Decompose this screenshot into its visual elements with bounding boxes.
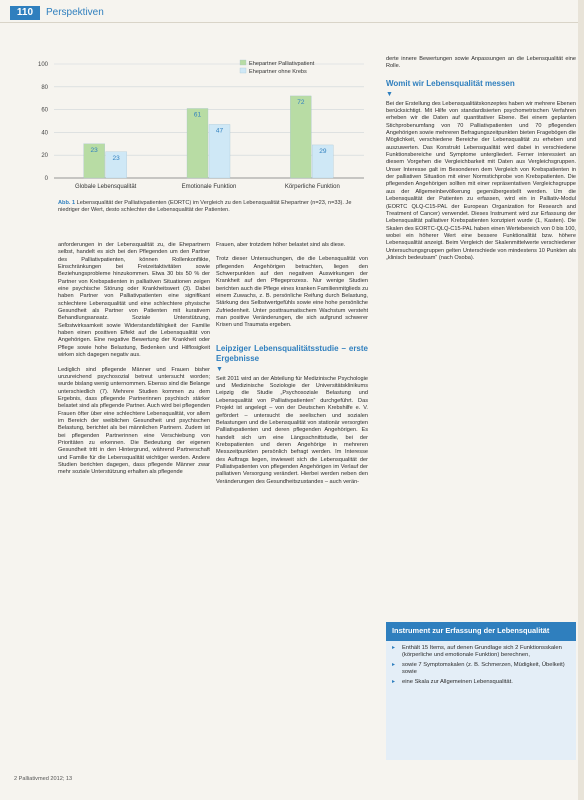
bar-value-label: 47 <box>215 127 224 135</box>
y-tick-label: 20 <box>41 153 48 160</box>
triangle-icon: ▼ <box>386 90 393 98</box>
info-box-title: Instrument zur Erfassung der Lebensqualität <box>386 622 576 641</box>
page-footer: 2 Palliativmed 2012; 13 <box>14 776 73 782</box>
column-right <box>386 56 576 269</box>
section-heading: Womit wir Lebensqualität messen <box>386 78 515 88</box>
bar <box>290 96 311 178</box>
chart-svg <box>14 56 370 196</box>
paragraph: Frauen, aber trotzdem höher belastet sind als diese. <box>216 242 346 248</box>
list-item: ▸ Enthält 15 Items, auf denen Grundlage sich 2 Funktionsskalen (körperliche und emotionale Funktion) berechnen, <box>392 645 570 660</box>
bar-chart <box>14 56 370 246</box>
bar-value-label: 72 <box>297 98 305 106</box>
y-tick-label: 80 <box>41 84 48 91</box>
triangle-icon: ▼ <box>216 365 223 373</box>
page-header <box>0 0 584 24</box>
x-category-label: Globale Lebensqualität <box>74 184 137 190</box>
bar-value-label: 61 <box>193 111 202 119</box>
list-item: ▸ sowie 7 Symptomskalen (z. B. Schmerzen, Müdigkeit, Übelkeit) sowie <box>392 662 570 677</box>
column-middle <box>216 242 368 493</box>
y-tick-label: 100 <box>37 62 48 68</box>
paragraph: derte innere Bewertungen sowie Anpassungen an die Lebensqualität eine Rolle. <box>386 56 576 70</box>
bar-value-label: 23 <box>90 146 98 154</box>
y-tick-label: 40 <box>41 130 48 137</box>
header-rule <box>0 22 584 23</box>
caption-text: Lebensqualität der Palliativpatienten (EORTC) im Vergleich zu den Lebensqualität Ehepartner (n=23, n=33). Je niedriger der Wert, desto schlechter die Lebensqualität der Patienten. <box>58 200 352 213</box>
y-tick-label: 0 <box>44 176 48 182</box>
legend-swatch <box>240 68 246 73</box>
page-number: 110 <box>10 6 40 20</box>
bar <box>187 108 208 178</box>
legend-swatch <box>240 60 246 65</box>
legend-label: Ehepartner Palliativpatient <box>249 60 315 67</box>
bar-value-label: 29 <box>319 147 327 155</box>
y-tick-label: 60 <box>41 107 48 114</box>
paragraph: Bei der Erstellung des Lebensqualitätskonzeptes haben wir mehrere Ebenen berücksichtigt. Mit Hilfe von standardisierten psychometrischen Verfahren erheben wir die Daten auf quantitativer Ebene. Bei einem geplanten Stichprobenumfang von 70 Palliativpatienten und 70 pflegenden Angehörigen sowie mehreren Befragungszeitpunkten bieten Fragebögen die Möglichkeit, verschiedene Bereiche der Lebensqualität zu erheben und auszuwerten. Das Konstrukt Lebensqualität wird dabei in verschiedene Funktionsbereiche und Symptome untergliedert. Ferner interessiert an diesem Vorgehen die Vergleichbarkeit mit Daten aus Vergleichsgruppen. Unser Interesse galt im Besonderen dem Vergleich von Krebspatienten in der palliativen Situation mit einer Normstichprobe von Krebspatienten. Die pflegenden Angehörigen sollten mit einer repräsentativen Vergleichsgruppe aus der Allgemeinbevölkerung gegenübergestellt werden. Um die Lebensqualität der Patienten zu erfassen, wird ein in Palliativ-Modul (EORTC QLQ-C15-PAL der European Organization for Research and Treatment of Cancer) verwendet. Dieses Instrument wird zur Erfassung der Lebensqualität palliativer Krebspatienten konzipiert wurde (1, Kasten). Die Skalen des EORTC-QLQ-C15-PAL haben einen Wertebereich von 0 bis 100, wobei ein höherer Wert eine bessere Funktionalität bzw. höhere Lebensqualität anzeigt. Beim Vergleich der Skalenmittelwerte verschiedener Untersuchungsgruppen gelten Unterschiede von mindestens 10 Punkten als „klinisch bedeutsam“ (nach Osoba). <box>386 100 576 261</box>
paragraph: Seit 2011 wird an der Abteilung für Medizinische Psychologie und Medizinische Soziologie der Universitätsklinikums Leipzig die Studie „Psychosoziale Belastung und Lebensqualität von Palliativpatienten“ durchgeführt. Das Projekt ist angelegt – von der Deutschen Krebshilfe e. V. gefördert – untersucht die seelischen und sozialen Belastungen und die Lebensqualität von stationär versorgten Palliativpatienten und deren pflegenden Angehörigen. Es handelt sich um eine Längsschnittstudie, bei der Krebspatienten und deren Angehörige in mehreren Messzeitpunkten persönlich befragt werden. Im Interesse des Auftrags liegen, inwieweit sich die Lebensqualität der Palliativpatienten von pflegenden Angehörigen im Verlauf der palliativen Versorgung verändert. Hierbei werden neben den Veränderungen des Gesundheitszustandes – auch verän- <box>216 375 368 485</box>
x-category-label: Emotionale Funktion <box>181 184 237 190</box>
column-left <box>58 242 210 484</box>
figure-caption <box>58 200 368 214</box>
x-category-label: Körperliche Funktion <box>284 184 340 190</box>
section-title: Perspektiven <box>46 7 104 18</box>
section-heading: Leipziger Lebensqualitätsstudie – erste Ergebnisse <box>216 343 368 363</box>
info-box <box>386 622 576 760</box>
legend-label: Ehepartner ohne Krebs <box>249 68 307 75</box>
paragraph: Trotz dieser Untersuchungen, die die Lebensqualität von pflegenden Angehörigen betrachten, liegen den Schwerpunkten auf den negativen Auswirkungen der Krankheit auf den Pflegeprozess. Nur wenige Studien berichten auch die Pflege eines kranken Familienmitglieds zu einem Zuwachs, z. B. persönliche Reifung durch Belastung, Stärkung des Selbstwertgefühls sowie eine hohe persönliche Zufriedenheit. Unter posttraumatischem Wachstum versteht man positive Veränderungen, die sich aufgrund schwerer Krisen und Traumata ergeben. <box>216 256 368 329</box>
page-edge <box>578 0 584 800</box>
bar-value-label: 23 <box>112 154 120 162</box>
caption-label: Abb. 1 <box>58 200 76 206</box>
info-box-list <box>386 645 576 687</box>
paragraph: Lediglich sind pflegende Männer und Frauen bisher unzureichend psychosozial betreut untersucht worden; wurde bislang wenig unternommen. Ebenso sind die Belange unterschiedlich (7). Mehrere Studien kommen zu dem Ergebnis, dass pflegende Partnerinnen psychisch stärker belastet sind als pflegende Partner. Auch wird bei pflegenden Frauen öfter über eine schlechtere Lebensqualität, vor allem im Bereich der weiblichen Gesundheit und psychischen Belastung, berichtet als bei männlichen Partnern. Zudem ist bei pflegenden Partnerinnen eine Verschiebung von Prioritäten zu erkennen. Die Bedeutung der eigenen Gesundheit tritt in den Hintergrund, während Partnerschaft und Familie für die Lebensqualität wichtiger werden. Andere Studien berichten dagegen, dass pflegende Männer zwar mehr soziale Unterstützung erhalten als pflegende <box>58 366 210 476</box>
paragraph: anforderungen in der Lebensqualität zu, die Ehepartnern selbst, handelt es sich bei den Pflegenden um den Partner des Palliativpatienten, können Rollenkonflikte, Einschränkungen bei Freizeitaktivitäten sowie Beziehungsprobleme hinzukommen. Etwa 30 bis 50 % der Partner von Krebspatienten in palliativen Situationen zeigen eine psychische Störung oder Krankheitswert (3). Dabei haben Partner von Palliativpatienten eine signifikant schlechtere Lebensqualität und eine schlechtere physische Gesundheit als Partner von Patienten mit kurativem Behandlungsansatz. Soziale Unterstützung, Selbstwirksamkeit sowie Widerstandsfähigkeit der Familie haben einen positiven Effekt auf die Lebensqualität von Angehörigen. Eine negative Bewertung der Krankheit oder Pflege sowie hohe Belastung, Bedenken und Hilflosigkeit wirken sich dagegen negativ aus. <box>58 242 210 359</box>
list-item: ▸ eine Skala zur Allgemeinen Lebensqualität. <box>392 679 570 687</box>
